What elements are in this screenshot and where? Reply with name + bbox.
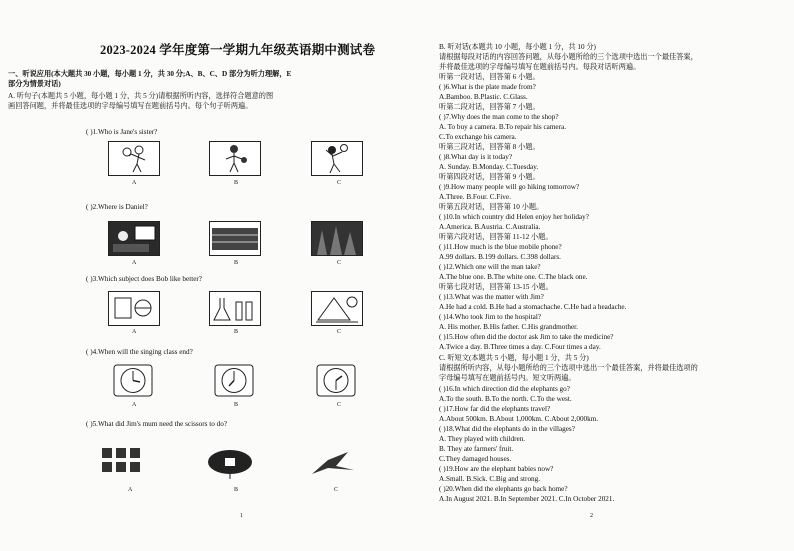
question-2: ( )2.Where is Daniel?	[86, 203, 148, 211]
clock-face[interactable]	[108, 364, 158, 397]
answer-options: A.About 500km. B.About 1,000km. C.About 2,000km.	[439, 415, 599, 423]
question-line: ( )10.In which country did Helen enjoy her holiday?	[439, 213, 589, 221]
option-label-a: A	[132, 329, 137, 335]
question-line: ( )16.In which direction did the elephants go?	[439, 385, 570, 393]
question-line: ( )11.How much is the blue mobile phone?	[439, 243, 562, 251]
option-label-a: A	[132, 260, 137, 266]
chemistry-lab-drawing[interactable]	[209, 291, 261, 326]
partB-heading: B. 听对话(本题共 10 小题，每小题 1 分，共 10 分)	[439, 43, 596, 51]
library-drawing[interactable]	[209, 221, 261, 256]
answer-options: C.To exchange his camera.	[439, 133, 517, 141]
clock-face[interactable]	[209, 364, 259, 397]
answer-options: A.Small. B.Sick. C.Big and strong.	[439, 475, 541, 483]
option-label-b: B	[234, 402, 239, 408]
option-label-a: A	[128, 487, 133, 493]
volleyball-player-drawing[interactable]	[311, 141, 363, 176]
question-line: ( )18.What did the elephants do in the villages?	[439, 425, 575, 433]
question-line: ( )15.How often did the doctor ask Jim to take the medicine?	[439, 333, 614, 341]
answer-options: A.99 dollars. B.199 dollars. C.398 dollars.	[439, 253, 561, 261]
question-line: ( )13.What was the matter with Jim?	[439, 293, 544, 301]
dialogue-heading: 听第三段对话，回答第 8 小题。	[439, 143, 540, 151]
question-line: ( )12.Which one will the man take?	[439, 263, 541, 271]
partA-heading: A. 听句子(本题共 5 小题，每小题 1 分，共 5 分)请根据所听内容，选择符合题意的图	[8, 92, 274, 100]
answer-options: A. Sunday. B.Monday. C.Tuesday.	[439, 163, 539, 171]
option-label-c: C	[337, 329, 342, 335]
question-line: ( )20.When did the elephants go back home?	[439, 485, 568, 493]
answer-options: A. To buy a camera. B.To repair his camera.	[439, 123, 566, 131]
classroom-drawing[interactable]	[108, 221, 160, 256]
lantern-drawing[interactable]	[205, 446, 255, 479]
answer-options: A.Twice a day. B.Three times a day. C.Four times a day.	[439, 343, 601, 351]
question-3: ( )3.Which subject does Bob like better?	[86, 275, 202, 283]
question-line: ( )6.What is the plate made from?	[439, 83, 536, 91]
option-label-c: C	[337, 402, 342, 408]
option-label-a: A	[132, 180, 137, 186]
answer-options: A. They played with children.	[439, 435, 526, 443]
answer-options: A. His mother. B.His father. C.His grandmother.	[439, 323, 578, 331]
exam-title: 2023-2024 学年度第一学期九年级英语期中测试卷	[100, 43, 376, 57]
tennis-player-drawing[interactable]	[108, 141, 160, 176]
question-1: ( )1.Who is Jane's sister?	[86, 128, 158, 136]
dialogue-heading: 听第五段对话，回答第 10 小题。	[439, 203, 544, 211]
question-line: ( )9.How many people will go hiking tomorrow?	[439, 183, 580, 191]
question-line: ( )19.How are the elephant babies now?	[439, 465, 554, 473]
answer-options: A.In August 2021. B.In September 2021. C.In October 2021.	[439, 495, 615, 503]
answer-options: A.He had a cold. B.He had a stomachache. C.He had a headache.	[439, 303, 627, 311]
answer-options: A.America. B.Austria. C.Australia.	[439, 223, 541, 231]
partA-heading-cont: 画回答问题，并将最佳选项的字母编号填写在题前括号内。每个句子听两遍。	[8, 102, 253, 110]
question-line: ( )17.How far did the elephants travel?	[439, 405, 551, 413]
section1-heading-cont: 部分为情景对话)	[8, 80, 61, 88]
answer-options: A.To the south. B.To the north. C.To the west.	[439, 395, 572, 403]
answer-options: B. They ate farmers' fruit.	[439, 445, 514, 453]
partC-heading-cont: 请根据所听内容，从每小题所给的三个选项中选出一个最佳答案，并将最佳选项的	[439, 364, 698, 372]
question-5: ( )5.What did Jim's mum need the scissors to do?	[86, 420, 228, 428]
dialogue-heading: 听第四段对话，回答第 9 小题。	[439, 173, 540, 181]
partB-heading-cont: 请根据每段对话的内容回答问题，从每小题所给的三个选项中选出一个最佳答案，	[439, 53, 698, 61]
dialogue-heading: 听第二段对话，回答第 7 小题。	[439, 103, 540, 111]
answer-options: A.The blue one. B.The white one. C.The black one.	[439, 273, 588, 281]
dialogue-heading: 听第七段对话，回答第 13-15 小题。	[439, 283, 553, 291]
answer-options: C.They damaged houses.	[439, 455, 512, 463]
page-number: 2	[590, 513, 593, 519]
option-label-c: C	[334, 487, 339, 493]
option-label-b: B	[234, 260, 239, 266]
dialogue-heading: 听第一段对话，回答第 6 小题。	[439, 73, 540, 81]
dialogue-heading: 听第六段对话，回答第 11-12 小题。	[439, 233, 553, 241]
partC-heading: C. 听短文(本题共 5 小题，每小题 1 分，共 5 分)	[439, 354, 589, 362]
forest-drawing[interactable]	[311, 221, 363, 256]
partC-heading-cont2: 字母编号填写在题前括号内。短文听两遍。	[439, 374, 576, 382]
answer-options: A.Bamboo. B.Plastic. C.Glass.	[439, 93, 528, 101]
question-line: ( )7.Why does the man come to the shop?	[439, 113, 559, 121]
option-label-b: B	[234, 329, 239, 335]
physics-lab-drawing[interactable]	[108, 291, 160, 326]
partB-heading-cont2: 并将最佳选项的字母编号填写在题前括号内。每段对话听两遍。	[439, 63, 641, 71]
option-label-b: B	[234, 487, 239, 493]
question-line: ( )8.What day is it today?	[439, 153, 513, 161]
option-label-a: A	[132, 402, 137, 408]
math-tools-drawing[interactable]	[311, 291, 363, 326]
option-label-c: C	[337, 260, 342, 266]
option-label-c: C	[337, 180, 342, 186]
page-right	[397, 0, 794, 551]
paper-cut-drawing[interactable]	[100, 446, 150, 479]
page-number: 1	[240, 513, 243, 519]
clock-face[interactable]	[311, 364, 361, 397]
option-label-b: B	[234, 180, 239, 186]
section1-heading: 一、听说应用(本大题共 30 小题，每小题 1 分，共 30 分;A、B、C、D 部分为听力理解，E	[8, 70, 292, 78]
ping-pong-player-drawing[interactable]	[209, 141, 261, 176]
kite-drawing[interactable]	[308, 446, 358, 479]
answer-options: A.Three. B.Four. C.Five.	[439, 193, 511, 201]
question-line: ( )14.Who took Jim to the hospital?	[439, 313, 542, 321]
question-4: ( )4.When will the singing class end?	[86, 348, 193, 356]
